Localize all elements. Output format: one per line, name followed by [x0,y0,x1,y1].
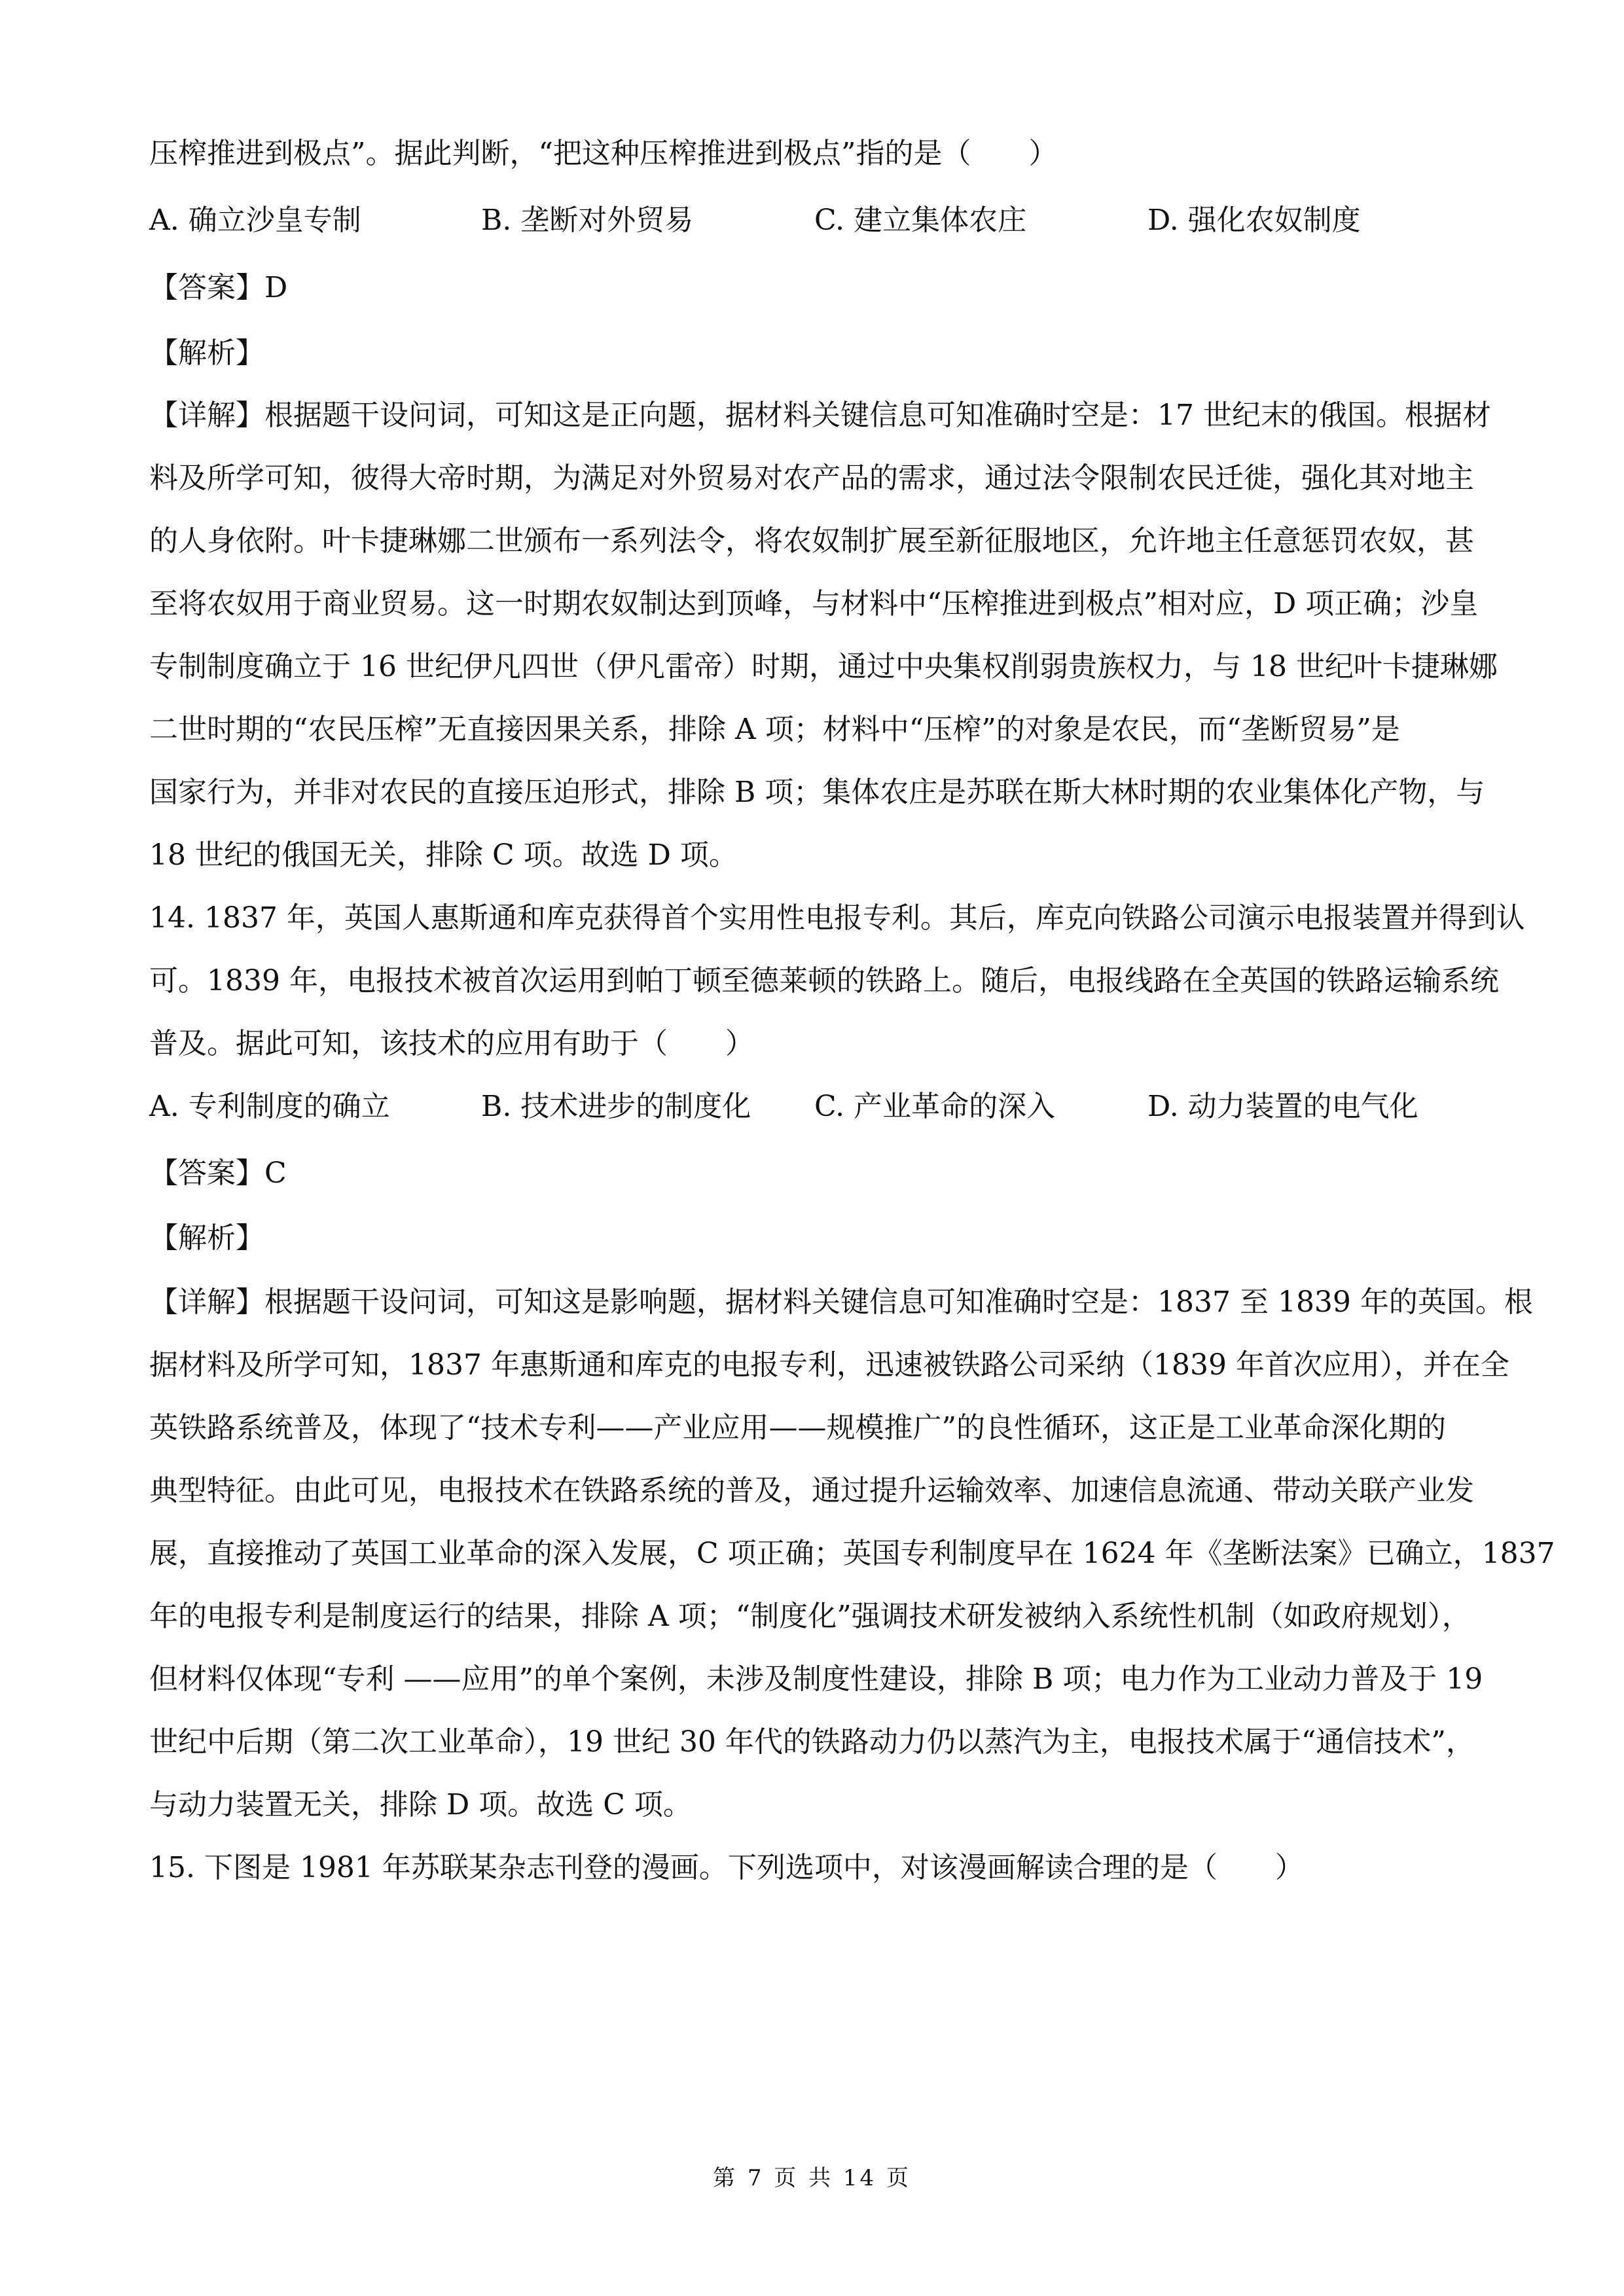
q14-analysis-label: 【解析】 [149,1221,264,1255]
q13-option-a: A. 确立沙皇专制 [149,204,361,237]
q14-detail-line: 典型特征。由此可见，电报技术在铁路系统的普及，通过提升运输效率、加速信息流通、带动关联产业发 [149,1474,1474,1507]
q13-stem-tail: 压榨推进到极点”。据此判断，“把这种压榨推进到极点”指的是（ ） [149,137,1058,170]
q13-detail-line: 的人身依附。叶卡捷琳娜二世颁布一系列法令，将农奴制扩展至新征服地区，允许地主任意惩罚农奴，甚 [149,524,1474,558]
q13-detail-line: 18 世纪的俄国无关，排除 C 项。故选 D 项。 [149,838,738,872]
q14-option-a: A. 专利制度的确立 [149,1090,390,1123]
q14-detail-line: 与动力装置无关，排除 D 项。故选 C 项。 [149,1788,692,1821]
q14-option-b: B. 技术进步的制度化 [481,1090,751,1123]
page-number-footer: 第 7 页 共 14 页 [713,2165,911,2191]
q13-option-b: B. 垄断对外贸易 [481,204,694,237]
q14-option-d: D. 动力装置的电气化 [1147,1090,1418,1123]
q14-stem-line: 普及。据此可知，该技术的应用有助于（ ） [149,1027,754,1060]
q14-detail-line: 英铁路系统普及，体现了“技术专利——产业应用——规模推广”的良性循环，这正是工业革命深化期的 [149,1411,1446,1444]
q13-detail-line: 专制制度确立于 16 世纪伊凡四世（伊凡雷帝）时期，通过中央集权削弱贵族权力，与 18 世纪叶卡捷琳娜 [149,650,1498,683]
q14-detail-line: 【详解】根据题干设问词，可知这是影响题，据材料关键信息可知准确时空是：1837 至 1839 年的英国。根 [149,1285,1533,1319]
q13-option-c: C. 建立集体农庄 [814,204,1027,237]
q13-detail-line: 至将农奴用于商业贸易。这一时期农奴制达到顶峰，与材料中“压榨推进到极点”相对应，D 项正确；沙皇 [149,587,1479,620]
q13-detail-line: 二世时期的“农民压榨”无直接因果关系，排除 A 项；材料中“压榨”的对象是农民，而“垄断贸易”是 [149,713,1400,746]
q13-detail-line: 国家行为，并非对农民的直接压迫形式，排除 B 项；集体农庄是苏联在斯大林时期的农业集体化产物，与 [149,776,1485,809]
q13-detail-line: 料及所学可知，彼得大帝时期，为满足对外贸易对农产品的需求，通过法令限制农民迁徙，强化其对地主 [149,461,1474,495]
q14-detail-line: 展，直接推动了英国工业革命的深入发展，C 项正确；英国专利制度早在 1624 年《垄断法案》已确立，1837 [149,1537,1555,1570]
q14-detail-line: 但材料仅体现“专利 ——应用”的单个案例，未涉及制度性建设，排除 B 项；电力作为工业动力普及于 19 [149,1662,1483,1696]
q14-detail-line: 世纪中后期（第二次工业革命），19 世纪 30 年代的铁路动力仍以蒸汽为主，电报技术属于“通信技术”， [149,1725,1475,1759]
q14-stem-line: 可。1839 年，电报技术被首次运用到帕丁顿至德莱顿的铁路上。随后，电报线路在全英国的铁路运输系统 [149,964,1499,997]
q14-answer: 【答案】C [149,1157,287,1190]
q14-stem-line: 14. 1837 年，英国人惠斯通和库克获得首个实用性电报专利。其后，库克向铁路公司演示电报装置并得到认 [149,901,1525,935]
q14-option-c: C. 产业革命的深入 [814,1090,1056,1123]
q14-detail-line: 据材料及所学可知，1837 年惠斯通和库克的电报专利，迅速被铁路公司采纳（1839 年首次应用），并在全 [149,1348,1509,1382]
q14-detail-line: 年的电报专利是制度运行的结果，排除 A 项；“制度化”强调技术研发被纳入系统性机制（如政府规划）， [149,1600,1471,1633]
q13-answer: 【答案】D [149,271,288,304]
q15-stem: 15. 下图是 1981 年苏联某杂志刊登的漫画。下列选项中，对该漫画解读合理的是（ ） [149,1851,1304,1884]
q13-detail-line: 【详解】根据题干设问词，可知这是正向题，据材料关键信息可知准确时空是：17 世纪末的俄国。根据材 [149,399,1491,432]
q13-analysis-label: 【解析】 [149,336,264,370]
q13-option-d: D. 强化农奴制度 [1147,204,1361,237]
